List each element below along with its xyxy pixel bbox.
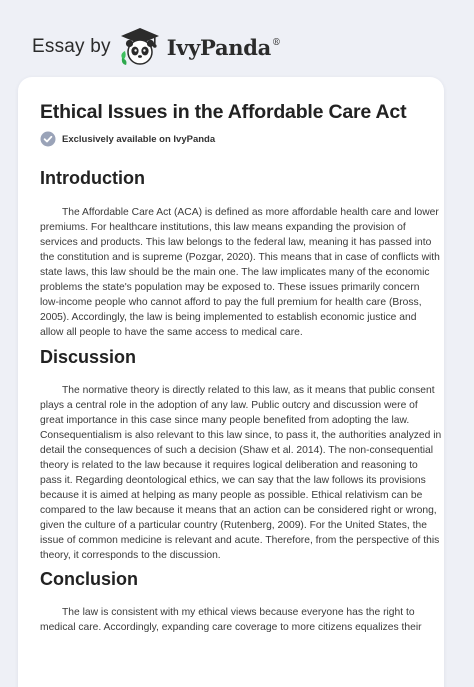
paragraph-line: pass it. Regarding deontological ethics, we can say that the law follows its provisions	[40, 475, 426, 486]
paragraph-line: The law is consistent with my ethical views because everyone has the right to	[62, 607, 415, 618]
paragraph-line: The Affordable Care Act (ACA) is defined as more affordable health care and lower	[62, 207, 439, 218]
section-heading-discussion: Discussion	[40, 347, 137, 367]
exclusive-badge	[40, 131, 215, 147]
document-title: Ethical Issues in the Affordable Care Act	[40, 101, 407, 123]
section-heading-conclusion: Conclusion	[40, 569, 138, 589]
check-circle-icon	[40, 131, 56, 147]
paragraph-line: plays a central role in the adoption of any law. Public outcry and discussion were of	[40, 400, 418, 411]
paragraph-line: allow all people to have the same access to medical care.	[40, 327, 303, 338]
section-paragraph-discussion	[40, 383, 442, 563]
paragraph-line: compared to the law because it means that an action can be considered right or wrong,	[40, 505, 437, 516]
exclusive-badge-text: Exclusively available on IvyPanda	[62, 133, 216, 145]
paragraph-line: the constitution and is supreme (Pozgar, 2020). This means that in case of conflicts with	[40, 252, 440, 263]
panda-graduation-cap-icon[interactable]	[117, 24, 163, 70]
paragraph-line: detail the consequences of such a decision (Shaw et al. 2014). The non-consequential	[40, 445, 434, 456]
paragraph-line: issue of common medicine is relevant and acute. Therefore, from the perspective of this	[40, 535, 440, 546]
section-paragraph-conclusion	[40, 605, 438, 635]
section-paragraph-introduction	[40, 205, 438, 340]
brand-header	[32, 22, 281, 72]
paragraph-line: medical care. Accordingly, expanding care coverage to more citizens equalizes their	[40, 622, 422, 633]
paragraph-line: 2005). Accordingly, the law is being implemented to establish economic justice and	[40, 312, 417, 323]
paragraph-line: The normative theory is directly related to this law, as it means that public consent	[62, 385, 435, 396]
paragraph-line: theory is related to the law because it requires logical deliberation and reasoning to	[40, 460, 418, 471]
essay-card	[18, 77, 444, 687]
paragraph-line: theory, it corresponds to the discussion.	[40, 550, 221, 561]
paragraph-line: Consequentialism is also relevant to this law since, to pass it, the authorities analyzed in	[40, 430, 442, 441]
essay-by-label: Essay by	[32, 36, 111, 57]
section-heading-introduction: Introduction	[40, 168, 145, 188]
paragraph-line: because it is aimed at helping as many people as possible. Ethical relativism can be	[40, 490, 423, 501]
paragraph-line: state laws, this law should be the main one. The law implicates many of the economic	[40, 267, 430, 278]
paragraph-line: premiums. For healthcare institutions, this law means expanding the provision of	[40, 222, 406, 233]
paragraph-line: given the culture of a particular country (Rutenberg, 2009). For the United States, the	[40, 520, 427, 531]
paragraph-line: low-income people who cannot afford to pay the full premium for health care (Bross,	[40, 297, 422, 308]
paragraph-line: problems the state's population may be exposed to. These issues primarily concern	[40, 282, 420, 293]
paragraph-line: services and products. This law belongs to the federal law, meaning it has passed into	[40, 237, 432, 248]
paragraph-line: great importance in this case since many people benefited from adopting the law.	[40, 415, 410, 426]
ivypanda-logo-text[interactable]: IvyPanda®	[166, 34, 281, 60]
